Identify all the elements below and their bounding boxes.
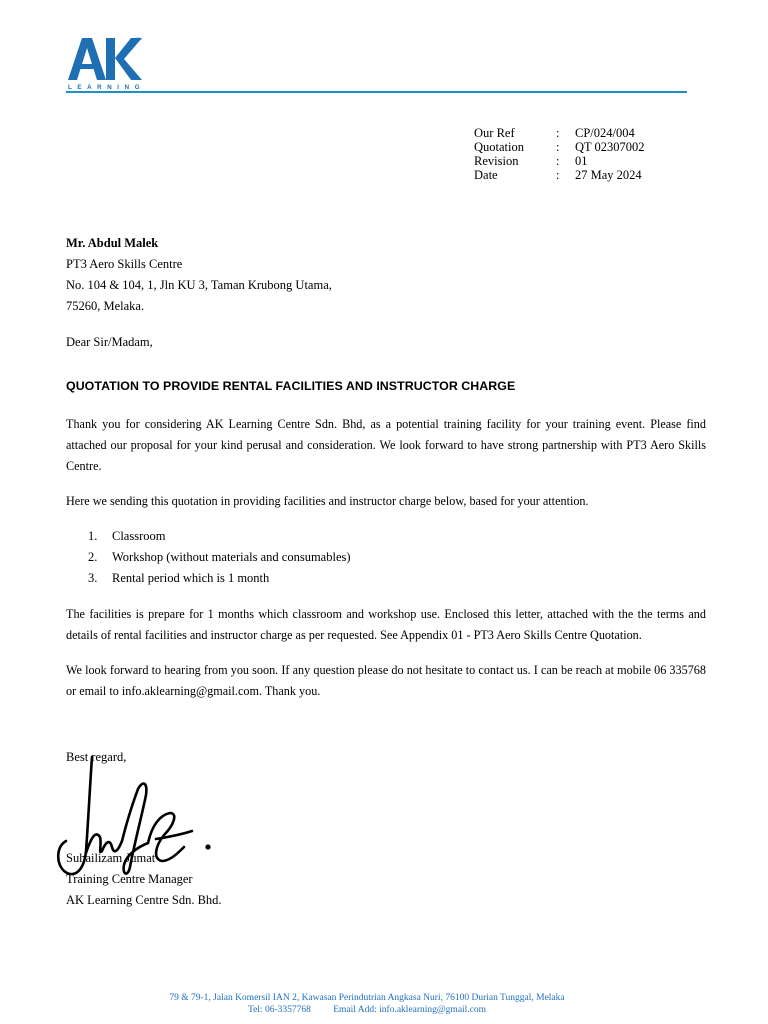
footer-address: 79 & 79-1, Jalan Komersil IAN 2, Kawasan Perindutrian Angkasa Nuri, 76100 Durian Tunggal, Melaka (169, 993, 565, 1003)
recipient-address-line-2: 75260, Melaka. (66, 299, 145, 313)
list-text: Classroom (112, 529, 166, 543)
ref-row-date (474, 168, 645, 182)
list-text: Rental period which is 1 month (112, 571, 270, 585)
signatory-title: Training Centre Manager (66, 872, 193, 886)
recipient-address-line-1: No. 104 & 104, 1, Jln KU 3, Taman Krubong Utama, (66, 278, 332, 292)
ref-row-quotation (474, 140, 645, 154)
ref-separator: : (556, 140, 560, 154)
ref-label: Revision (474, 154, 519, 168)
ak-learning-logo (66, 34, 148, 92)
subject-heading: QUOTATION TO PROVIDE RENTAL FACILITIES AND INSTRUCTOR CHARGE (66, 379, 516, 393)
ref-separator: : (556, 126, 560, 140)
list-number: 1. (88, 529, 98, 543)
ref-label: Our Ref (474, 126, 515, 140)
salutation: Dear Sir/Madam, (66, 335, 153, 349)
svg-text:LEARNING: LEARNING (68, 84, 146, 91)
recipient-address (66, 233, 332, 317)
list-text: Workshop (without materials and consumables) (112, 550, 351, 564)
list-item (88, 568, 351, 589)
ref-row-our-ref (474, 126, 645, 140)
reference-block (474, 126, 645, 182)
body-paragraph-1: Thank you for considering AK Learning Centre Sdn. Bhd, as a potential training facility for your training event. Please find attached our proposal for your kind perusal and consideration. We look forward to have strong partnership with PT3 Aero Skills Centre. (66, 417, 706, 473)
recipient-name: Mr. Abdul Malek (66, 236, 159, 250)
facilities-list (88, 526, 351, 589)
ref-label: Quotation (474, 140, 524, 154)
ref-value: 01 (575, 154, 588, 168)
footer-telephone: Tel: 06-3357768 (247, 1005, 311, 1015)
ref-value: QT 02307002 (575, 140, 645, 154)
ref-separator: : (556, 168, 560, 182)
footer (0, 992, 734, 1016)
list-number: 3. (88, 571, 98, 585)
header-divider (66, 91, 687, 93)
ref-value: 27 May 2024 (575, 168, 642, 182)
footer-email: Email Add: info.aklearning@gmail.com (333, 1005, 487, 1015)
footer-contact (0, 1004, 734, 1016)
svg-text:TM: TM (136, 36, 142, 41)
body-paragraph-2: Here we sending this quotation in providing facilities and instructor charge below, based for your attention. (66, 494, 589, 508)
body-paragraph-3: The facilities is prepare for 1 months which classroom and workshop use. Enclosed this letter, attached with the the terms and details of rental facilities and instructor charge as per requested. See Appendix 01 - PT3 Aero Skills Centre Quotation. (66, 607, 706, 642)
list-item (88, 547, 351, 568)
body-paragraph-4: We look forward to hearing from you soon. If any question please do not hesitate to contact us. I can be reach at mobile 06 335768 or email to info.aklearning@gmail.com. Thank you. (66, 663, 706, 698)
list-number: 2. (88, 550, 98, 564)
recipient-organisation: PT3 Aero Skills Centre (66, 257, 183, 271)
closing-regards: Best regard, (66, 750, 127, 764)
signatory-name: Suhailizam Jumat (66, 851, 156, 865)
ref-separator: : (556, 154, 560, 168)
signatory-company: AK Learning Centre Sdn. Bhd. (66, 893, 222, 907)
ref-row-revision (474, 154, 645, 168)
ref-value: CP/024/004 (575, 126, 635, 140)
handwritten-signature (52, 755, 220, 879)
list-item (88, 526, 351, 547)
ref-label: Date (474, 168, 498, 182)
